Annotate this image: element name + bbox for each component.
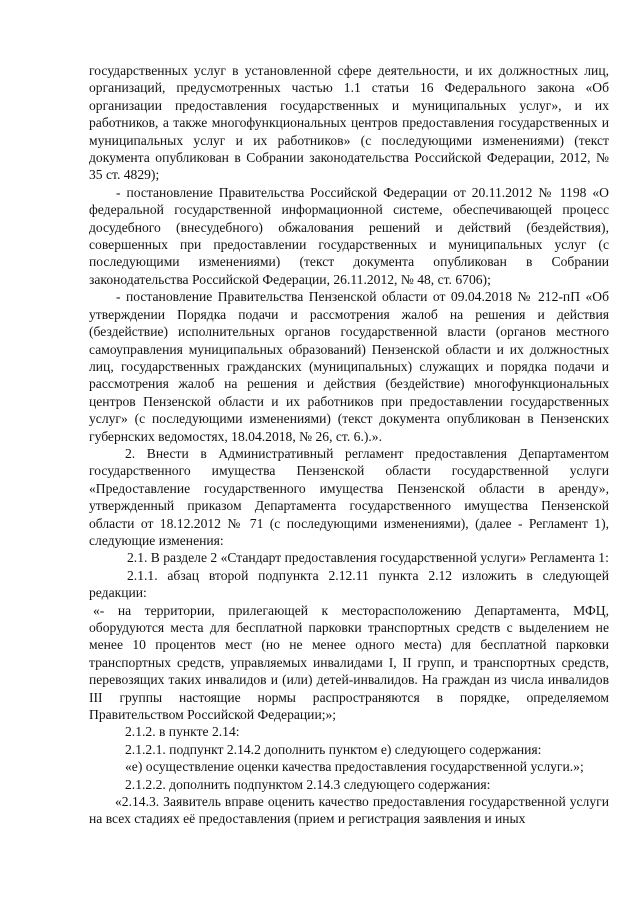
paragraph-item-2-1: 2.1. В разделе 2 «Стандарт предоставления государственной услуги» Регламента 1: [127,550,609,566]
paragraph-parking-text: «- на территории, прилегающей к месторасположению Департамента, МФЦ, оборудуются места для бесплатной парковки транспортных средств с выделением не менее 10 процентов мест (но не менее одного места) для бесплатной парковки транспортных средств, управляемых инвалидами I, II групп, и транспортных средств, перевозящих таких инвалидов и (или) детей-инвалидов. На граждан из числа инвалидов III группы настоящие нормы распространяются в порядке, определяемом Правительством Российской Федерации;»; [89,602,609,723]
paragraph-decree-212: - постановление Правительства Пензенской области от 09.04.2018 № 212-пП «Об утверждении Порядка подачи и рассмотрения жалоб на решения и действия (бездействие) исполнительных органов государственной власти (органов местного самоуправления муниципальных образований) Пензенской области и их должностных лиц, государственных гражданских (муниципальных) служащих и порядка подачи и рассмотрения жалоб на решения и действия (бездействие) многофункциональных центров Пензенской области и их работников при предоставлении государственных услуг» (с последующими изменениями) (текст документа опубликован в Пензенских губернских ведомостях, 18.04.2018, № 26, ст. 6.).». [89,289,609,444]
paragraph-item-2-1-1: 2.1.1. абзац второй подпункта 2.12.11 пункта 2.12 изложить в следующей редакции: [89,567,609,601]
paragraph-decree-1198: - постановление Правительства Российской Федерации от 20.11.2012 № 1198 «О федеральной государственной информационной системе, обеспечивающей процесс досудебного (внесудебного) обжалования решений и действий (бездействия), совершенных при предоставлении государственных и муниципальных услуг (с последующими изменениями) (текст документа опубликован в Собрании законодательства Российской Федерации, 26.11.2012, № 48, ст. 6706); [89,184,609,287]
paragraph-item-2-1-2-2: 2.1.2.2. дополнить подпунктом 2.14.3 следующего содержания: [125,776,491,792]
paragraph-item-2: 2. Внести в Административный регламент предоставления Департаментом государственного имущества Пензенской области государственной услуги «Предоставление государственного имущества Пензенской области в аренду», утвержденный приказом Департамента государственного имущества Пензенской области от 18.12.2012 № 71 (с последующими изменениями), (далее - Регламент 1), следующие изменения: [89,445,609,548]
paragraph-continuation: государственных услуг в установленной сфере деятельности, и их должностных лиц, организаций, предусмотренных частью 1.1 статьи 16 Федерального закона «Об организации предоставления государственных и муниципальных услуг», и их работников, а также многофункциональных центров предоставления государственных и муниципальных услуг и их работников» (с последующими изменениями) (текст документа опубликован в Собрании законодательства Российской Федерации, 2012, № 35 ст. 4829); [89,63,609,183]
paragraph-item-e: «е) осуществление оценки качества предоставления государственной услуги.»; [125,759,584,775]
paragraph-item-2-1-2: 2.1.2. в пункте 2.14: [125,724,240,740]
paragraph-item-2-1-2-1: 2.1.2.1. подпункт 2.14.2 дополнить пунктом е) следующего содержания: [125,741,542,757]
paragraph-item-2-14-3: «2.14.3. Заявитель вправе оценить качество предоставления государственной услуги на всех стадиях её предоставления (прием и регистрация заявления и иных [89,794,609,827]
document-page [89,62,609,828]
